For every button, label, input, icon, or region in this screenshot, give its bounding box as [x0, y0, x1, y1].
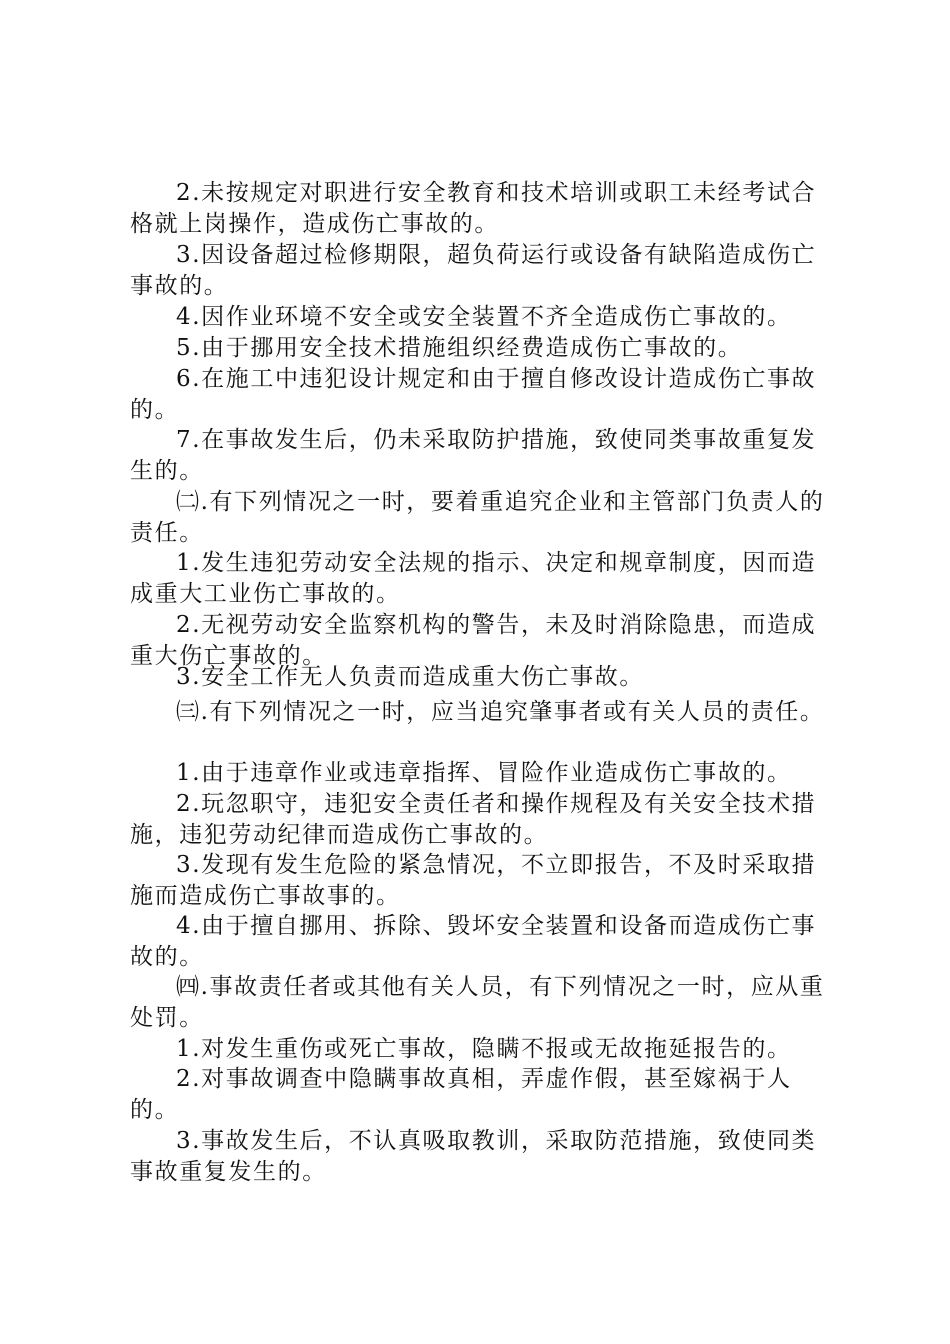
paragraph: 3.因设备超过检修期限，超负荷运行或设备有缺陷造成伤亡事故的。	[130, 242, 817, 299]
paragraph: 4.因作业环境不安全或安全装置不齐全造成伤亡事故的。	[176, 304, 792, 330]
paragraph: ㈢.有下列情况之一时，应当追究肇事者或有关人员的责任。	[176, 699, 825, 725]
paragraph: 1.对发生重伤或死亡事故，隐瞒不报或无故拖延报告的。	[176, 1036, 792, 1062]
paragraph: 7.在事故发生后，仍未采取防护措施，致使同类事故重复发生的。	[130, 427, 817, 484]
paragraph: 2.对事故调查中隐瞒事故真相，弄虚作假，甚至嫁祸于人的。	[130, 1066, 792, 1123]
paragraph: 4.由于擅自挪用、拆除、毁坏安全装置和设备而造成伤亡事故的。	[130, 913, 817, 970]
paragraph: 1.由于违章作业或违章指挥、冒险作业造成伤亡事故的。	[176, 760, 792, 786]
paragraph: 1.发生违犯劳动安全法规的指示、决定和规章制度，因而造成重大工业伤亡事故的。	[130, 550, 817, 607]
paragraph: 3.安全工作无人负责而造成重大伤亡事故。	[176, 664, 644, 690]
paragraph: ㈡.有下列情况之一时，要着重追究企业和主管部门负责人的责任。	[130, 489, 825, 546]
paragraph: 3.事故发生后，不认真吸取教训，采取防范措施，致使同类事故重复发生的。	[130, 1128, 817, 1185]
paragraph: ㈣.事故责任者或其他有关人员，有下列情况之一时，应从重处罚。	[130, 974, 825, 1031]
paragraph: 3.发现有发生危险的紧急情况，不立即报告，不及时采取措施而造成伤亡事故事的。	[130, 852, 817, 909]
paragraph: 5.由于挪用安全技术措施组织经费造成伤亡事故的。	[176, 335, 743, 361]
paragraph: 6.在施工中违犯设计规定和由于擅自修改设计造成伤亡事故的。	[130, 366, 817, 423]
paragraph: 2.未按规定对职进行安全教育和技术培训或职工未经考试合格就上岗操作，造成伤亡事故的。	[130, 180, 817, 237]
paragraph: 2.玩忽职守，违犯安全责任者和操作规程及有关安全技术措施，违犯劳动纪律而造成伤亡事故的。	[130, 791, 817, 848]
paragraph: 2.无视劳动安全监察机构的警告，未及时消除隐患，而造成重大伤亡事故的。	[130, 612, 817, 669]
